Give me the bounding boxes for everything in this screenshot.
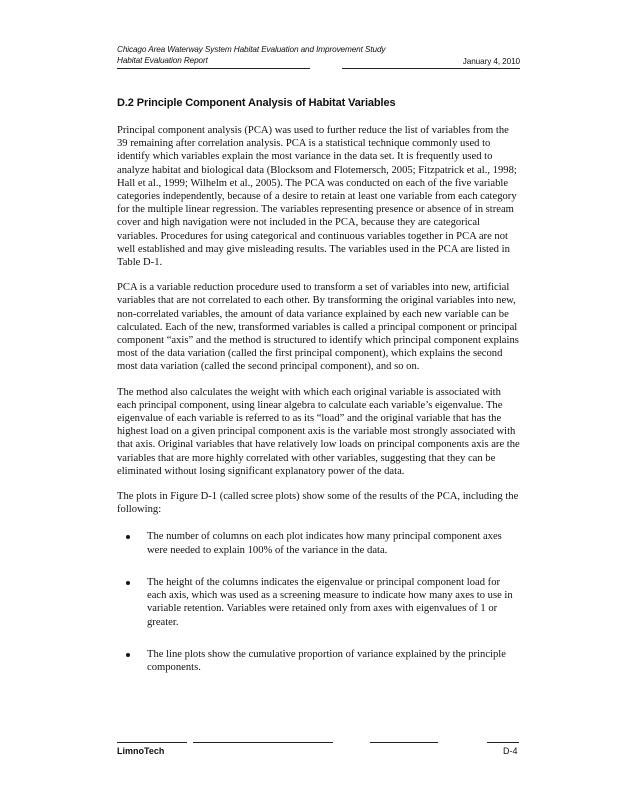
footer-rule-2 (193, 742, 333, 743)
list-item-text: The height of the columns indicates the eigenvalue or principal component load for each axis, which was used as a screening measure to indicate how many axes to use in variable retention. Variables were retained only from axes with eigenvalues of 1 or greater. (147, 576, 513, 628)
header-report-title: Habitat Evaluation Report (117, 56, 208, 65)
list-item-text: The number of columns on each plot indicates how many principal component axes were needed to explain 100% of the variance in the data. (147, 531, 502, 556)
footer-rule-1 (117, 742, 187, 743)
header-date: January 4, 2010 (462, 57, 520, 66)
footer-rule-3 (370, 742, 438, 743)
paragraph: Principal component analysis (PCA) was used to further reduce the list of variables from the 39 remaining after correlation analysis. PCA is a statistical technique commonly used to identify which variables explain the most variance in the data set. It is frequently used to analyze habitat and biological data (Blocksom and Flotemersch, 2005; Fitzpatrick et al., 1998; Hall et al., 1999; Wilhelm et al., 2005). The PCA was conducted on each of the five variable categories independently, because of a desire to retain at least one variable from each category for the multiple linear regression. The variables representing presence or absence of in stream cover and high navigation were not included in the PCA, because they are categorical variables. Procedures for using categorical and continuous variables together in PCA are not well established and may give misleading results. The variables used in the PCA are listed in Table D-1. (117, 125, 517, 269)
header-rule-right (342, 68, 520, 69)
paragraph: PCA is a variable reduction procedure used to transform a set of variables into new, artificial variables that are not correlated to each other. By transforming the original variables into new, non-correlated variables, the amount of data variance explained by each new variable can be calculated. Each of the new, transformed variables is called a principal component or principal component “axis” and the method is structured to identify which principal component explains most of the data variation (called the first principal component), which explains the second most data variation (called the second principal component), and so on. (117, 282, 519, 373)
list-item (117, 648, 522, 674)
header-rule-left (117, 68, 310, 69)
footer-brand: LimnoTech (117, 746, 165, 756)
list-item-text: The line plots show the cumulative proportion of variance explained by the principle components. (147, 648, 506, 673)
bullet-icon (126, 581, 130, 585)
paragraph: The method also calculates the weight with which each original variable is associated with each principal component, using linear algebra to calculate each variable’s eigenvalue. The eigenvalue of each variable is referred to as its “load” and the original variable that has the highest load on a given principal component axis is the variable most strongly associated with that axis. Original variables that have relatively low loads on principal components axis are the variables that are more highly correlated with other variables, suggesting that they can be eliminated without losing significant explanatory power of the data. (117, 386, 520, 477)
list-item (117, 530, 522, 556)
bullet-list (117, 530, 522, 674)
bullet-icon (126, 653, 130, 657)
list-item (117, 576, 522, 629)
footer-rule-4 (487, 742, 519, 743)
page-header (117, 44, 520, 66)
bullet-icon (126, 535, 130, 539)
paragraph: The plots in Figure D-1 (called scree plots) show some of the results of the PCA, including the following: (117, 491, 519, 516)
page-number: D-4 (503, 746, 518, 756)
section-heading: D.2 Principle Component Analysis of Habitat Variables (117, 97, 396, 109)
body-text (117, 124, 522, 693)
header-study-title: Chicago Area Waterway System Habitat Evaluation and Improvement Study (117, 45, 386, 54)
